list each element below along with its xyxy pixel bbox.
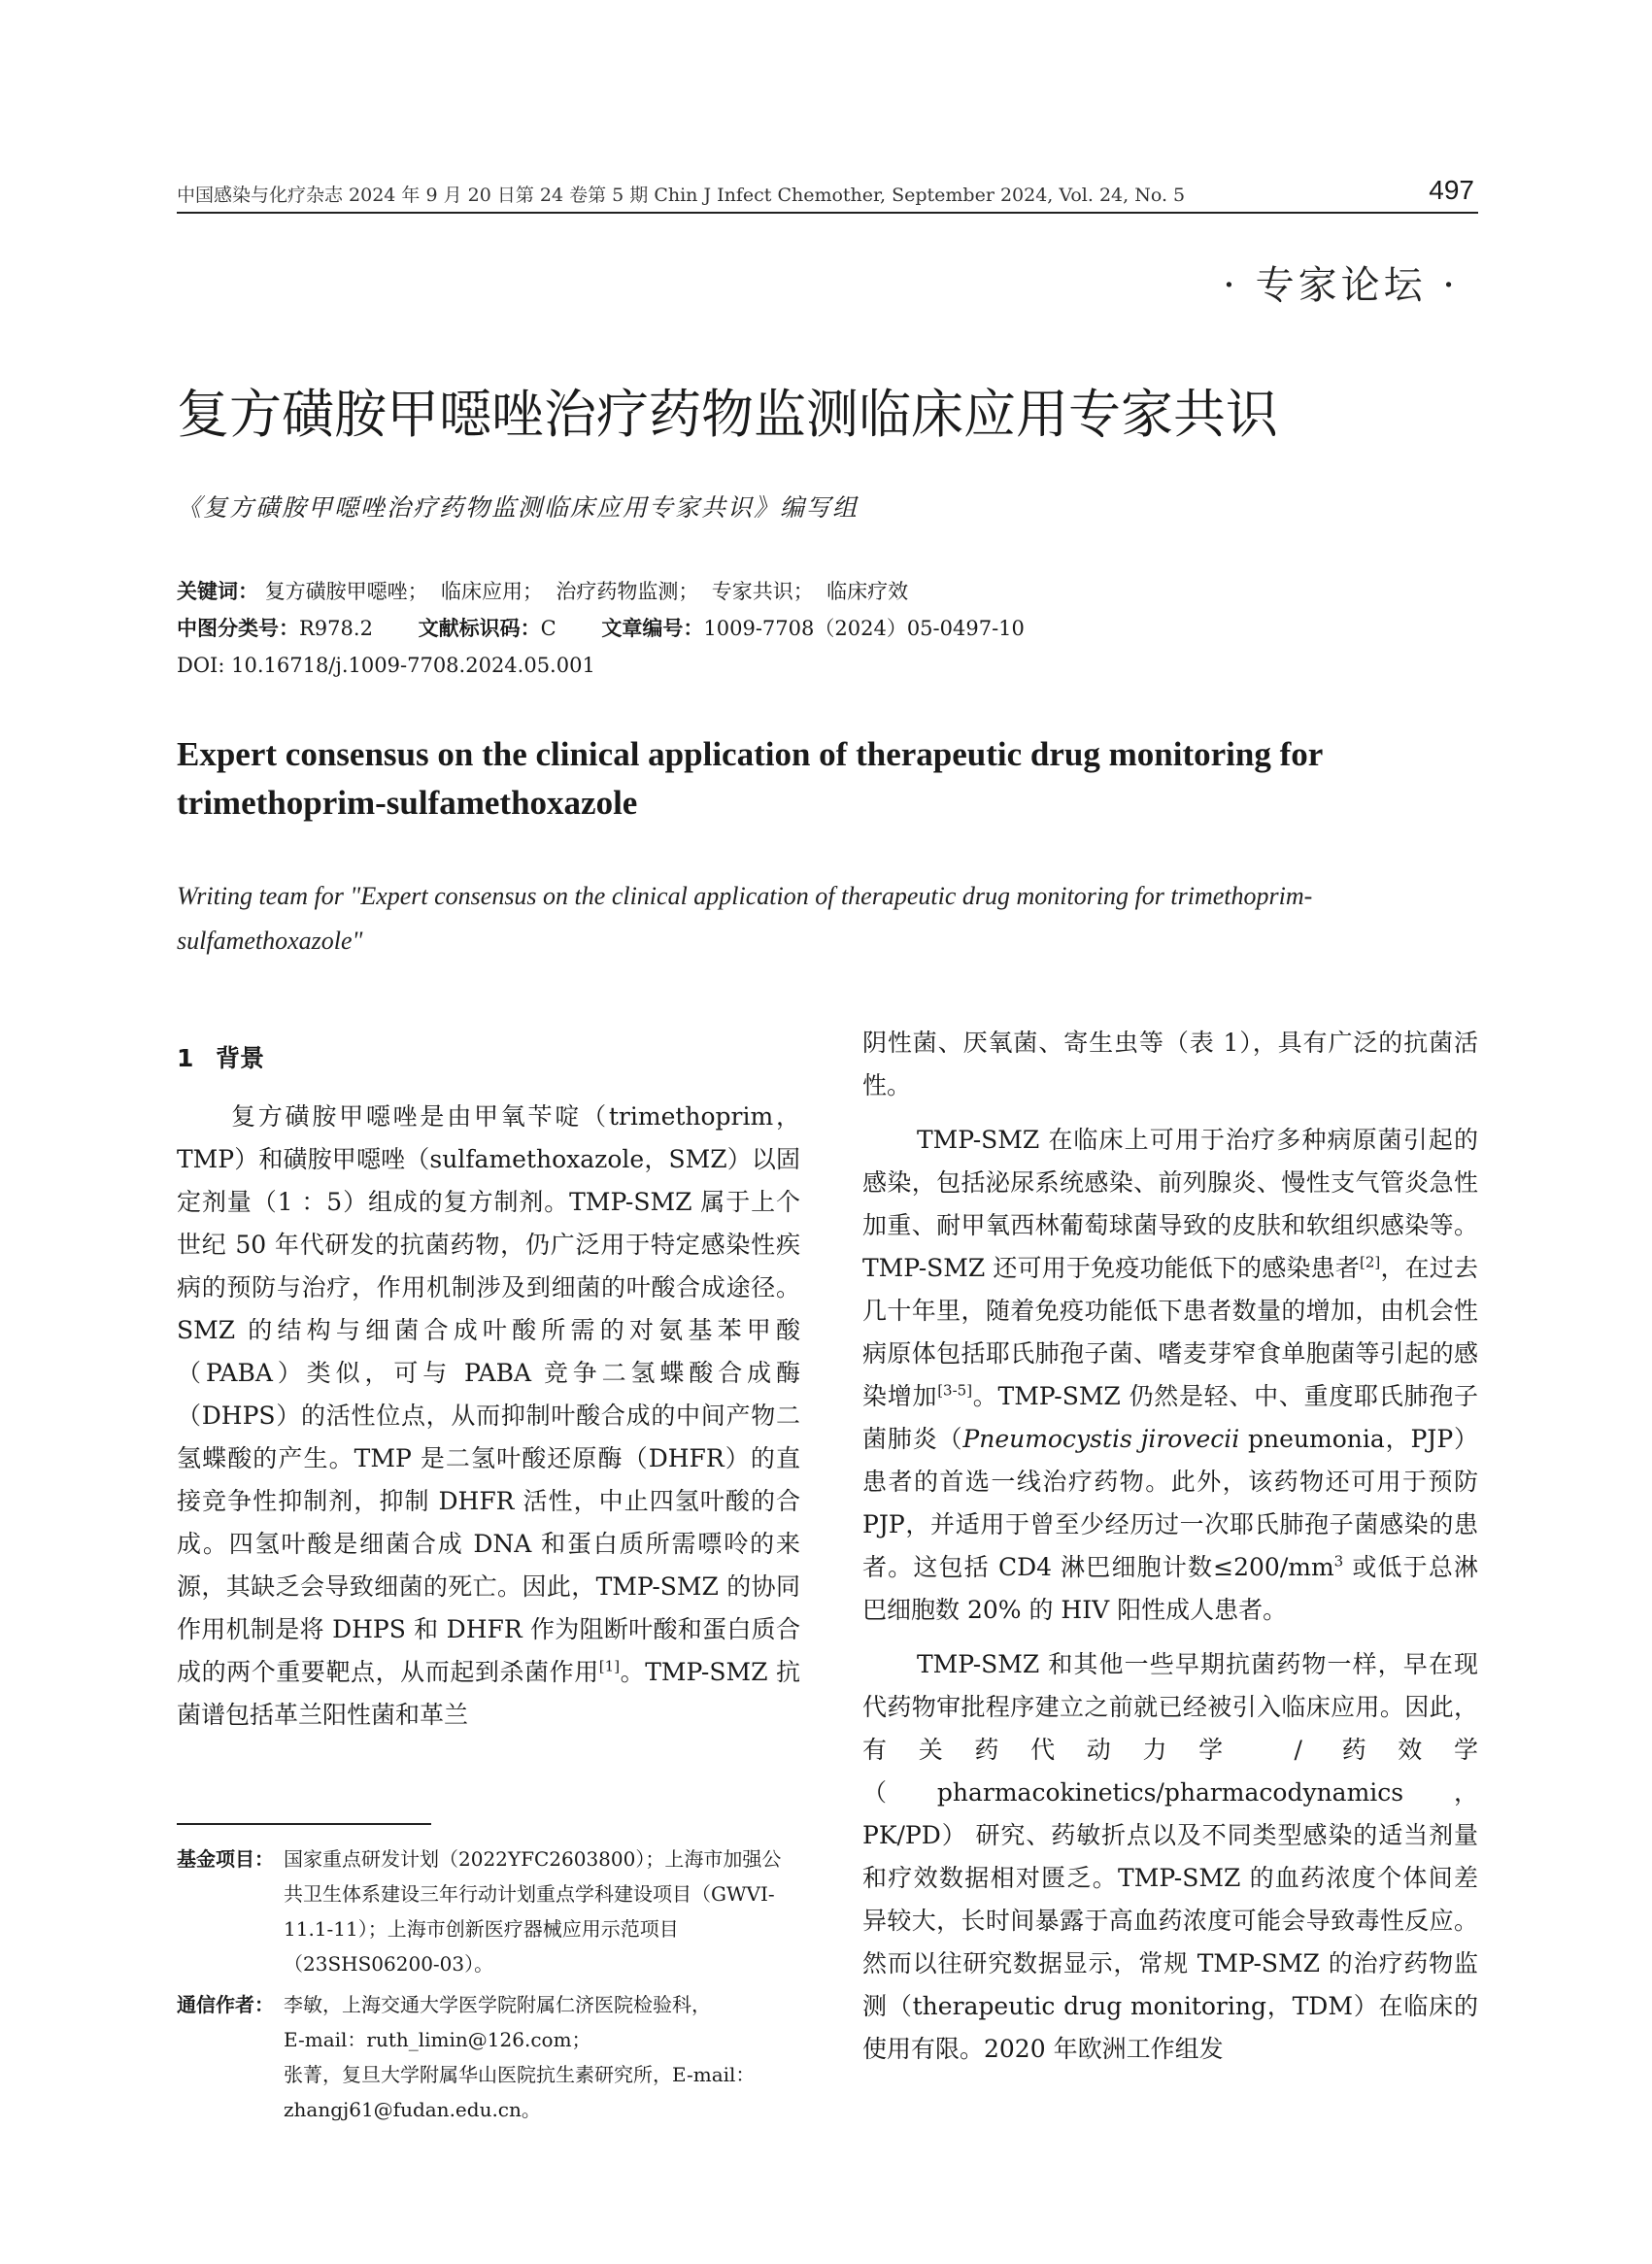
doc-code-label: 文献标识码： [418, 617, 541, 640]
paragraph-text: 。TMP-SMZ 抗菌谱包括革兰阳性菌和革兰 [177, 1658, 800, 1729]
authors-en: Writing team for "Expert consensus on the clinical application of therapeutic drug monitoring for trimethoprim-sulfamethoxazole" [177, 882, 1313, 955]
footnote-funding [177, 1842, 800, 1981]
paragraph-text: TMP-SMZ 在临床上可用于治疗多种病原菌引起的感染，包括泌尿系统感染、前列腺炎、慢性支气管炎急性加重、耐甲氧西林葡萄球菌导致的皮肤和软组织感染等。TMP-SMZ 还可用于免疫功能低下的感染患者 [862, 1126, 1478, 1282]
clc-value: R978.2 [299, 617, 373, 640]
reference-marker[interactable]: [2] [1360, 1253, 1381, 1271]
authors-cn: 《复方磺胺甲噁唑治疗药物监测临床应用专家共识》编写组 [177, 493, 860, 522]
footnotes [177, 1842, 800, 2127]
keywords-row [177, 573, 1478, 610]
corresponding-label: 通信作者： [177, 1993, 274, 2016]
funding-label: 基金项目： [177, 1847, 274, 1871]
reference-marker[interactable]: [3-5] [937, 1381, 973, 1400]
body-right-column [862, 1022, 1478, 2071]
paragraph-background-3: TMP-SMZ 和其他一些早期抗菌药物一样，早在现代药物审批程序建立之前就已经被引入临床应用。因此，有关药代动力学 / 药效学（pharmacokinetics/pharmacodynamics，PK/PD） 研究、药敏折点以及不同类型感染的适当剂量和疗效数据相对匮乏。TMP-SMZ 的血药浓度个体间差异较大，长时间暴露于高血药浓度可能会导致毒性反应。然而以往研究数据显示，常规 TMP-SMZ 的治疗药物监测（therapeutic drug monitoring，TDM）在临床的使用有限。2020 年欧洲工作组发 [862, 1650, 1478, 2063]
journal-citation: 中国感染与化疗杂志 2024 年 9 月 20 日第 24 卷第 5 期 Chin J Infect Chemother, September 2024, Vol. 24, No. 5 [177, 185, 1186, 206]
footnote-divider [177, 1823, 431, 1825]
corr-line: 张菁，复旦大学附属华山医院抗生素研究所，E-mail： [284, 2063, 756, 2086]
section-title: 背景 [216, 1044, 265, 1072]
section-heading [177, 1037, 800, 1080]
paragraph-text: 复方磺胺甲噁唑是由甲氧苄啶（trimethoprim，TMP）和磺胺甲噁唑（sulfamethoxazole，SMZ）以固定剂量（1 ：5）组成的复方制剂。TMP-SMZ 属于上个世纪 50 年代研发的抗菌药物，仍广泛用于特定感染性疾病的预防与治疗，作用机制涉及到细菌的叶酸合成途径。SMZ 的结构与细菌合成叶酸所需的对氨基苯甲酸（PABA）类似，可与 PABA 竞争二氢蝶酸合成酶（DHPS）的活性位点，从而抑制叶酸合成的中间产物二氢蝶酸的产生。TMP 是二氢叶酸还原酶（DHFR）的直接竞争性抑制剂，抑制 DHFR 活性，中止四氢叶酸的合成。四氢叶酸是细菌合成 DNA 和蛋白质所需嘌呤的来源，其缺乏会导致细菌的死亡。因此，TMP-SMZ 的协同作用机制是将 DHPS 和 DHFR 作为阻断叶酸和蛋白质合成的两个重要靶点，从而起到杀菌作用 [177, 1102, 800, 1686]
keywords-label: 关键词： [177, 580, 258, 603]
species-name: Pneumocystis jirovecii [962, 1425, 1240, 1453]
superscript: 3 [1333, 1552, 1344, 1571]
running-header [177, 175, 1478, 214]
reference-marker[interactable]: [1] [598, 1657, 621, 1675]
classification-row [177, 610, 1478, 647]
doc-code-value: C [540, 617, 556, 640]
article-metadata [177, 573, 1478, 684]
section-number: 1 [177, 1044, 194, 1072]
paragraph-continued: 阴性菌、厌氧菌、寄生虫等（表 1），具有广泛的抗菌活性。 [862, 1029, 1478, 1099]
paragraph-text: 或低于总淋巴细胞数 20% 的 HIV 阳性成人患者。 [862, 1553, 1478, 1624]
paragraph-background-2 [862, 1119, 1478, 1632]
article-title-en: Expert consensus on the clinical application of therapeutic drug monitoring for trimethoprim-sulfamethoxazole [177, 735, 1323, 822]
clc-label: 中图分类号： [177, 617, 299, 640]
footnote-corresponding [177, 1987, 800, 2127]
email-link[interactable]: E-mail：ruth_limin@126.com； [284, 2028, 591, 2051]
journal-page [177, 0, 1478, 2264]
doi: DOI: 10.16718/j.1009-7708.2024.05.001 [177, 654, 595, 677]
keywords: 复方磺胺甲噁唑； 临床应用； 治疗药物监测； 专家共识； 临床疗效 [264, 580, 909, 603]
article-no-value: 1009-7708（2024）05-0497-10 [703, 617, 1025, 640]
paragraph-text: ，在过去几十年里，随着免疫功能低下患者数量的增加，由机会性病原体包括耶氏肺孢子菌、嗜麦芽窄食单胞菌等引起的感染增加 [862, 1254, 1478, 1410]
funding-text: 国家重点研发计划（2022YFC2603800）；上海市加强公共卫生体系建设三年行动计划重点学科建设项目（GWVI-11.1-11）；上海市创新医疗器械应用示范项目（23SHS06200-03）。 [284, 1847, 782, 1976]
section-label: · 专家论坛 · [1223, 263, 1459, 308]
paragraph-text: pneumonia，PJP）患者的首选一线治疗药物。此外，该药物还可用于预防 PJP，并适用于曾至少经历过一次耶氏肺孢子菌感染的患者。这包括 CD4 淋巴细胞计数≤200/mm [862, 1425, 1478, 1581]
corresponding-text [284, 1987, 800, 2127]
corr-line: 李敏，上海交通大学医学院附属仁济医院检验科， [284, 1993, 711, 2016]
page-number: 497 [1429, 175, 1474, 205]
body-left-column [177, 1037, 800, 1737]
paragraph-background-1 [177, 1096, 800, 1737]
article-no-label: 文章编号： [601, 617, 704, 640]
article-title-cn: 复方磺胺甲噁唑治疗药物监测临床应用专家共识 [177, 384, 1278, 445]
paragraph-text: 。TMP-SMZ 仍然是轻、中、重度耶氏肺孢子菌肺炎（ [862, 1382, 1478, 1453]
email-link[interactable]: zhangj61@fudan.edu.cn。 [284, 2098, 541, 2121]
